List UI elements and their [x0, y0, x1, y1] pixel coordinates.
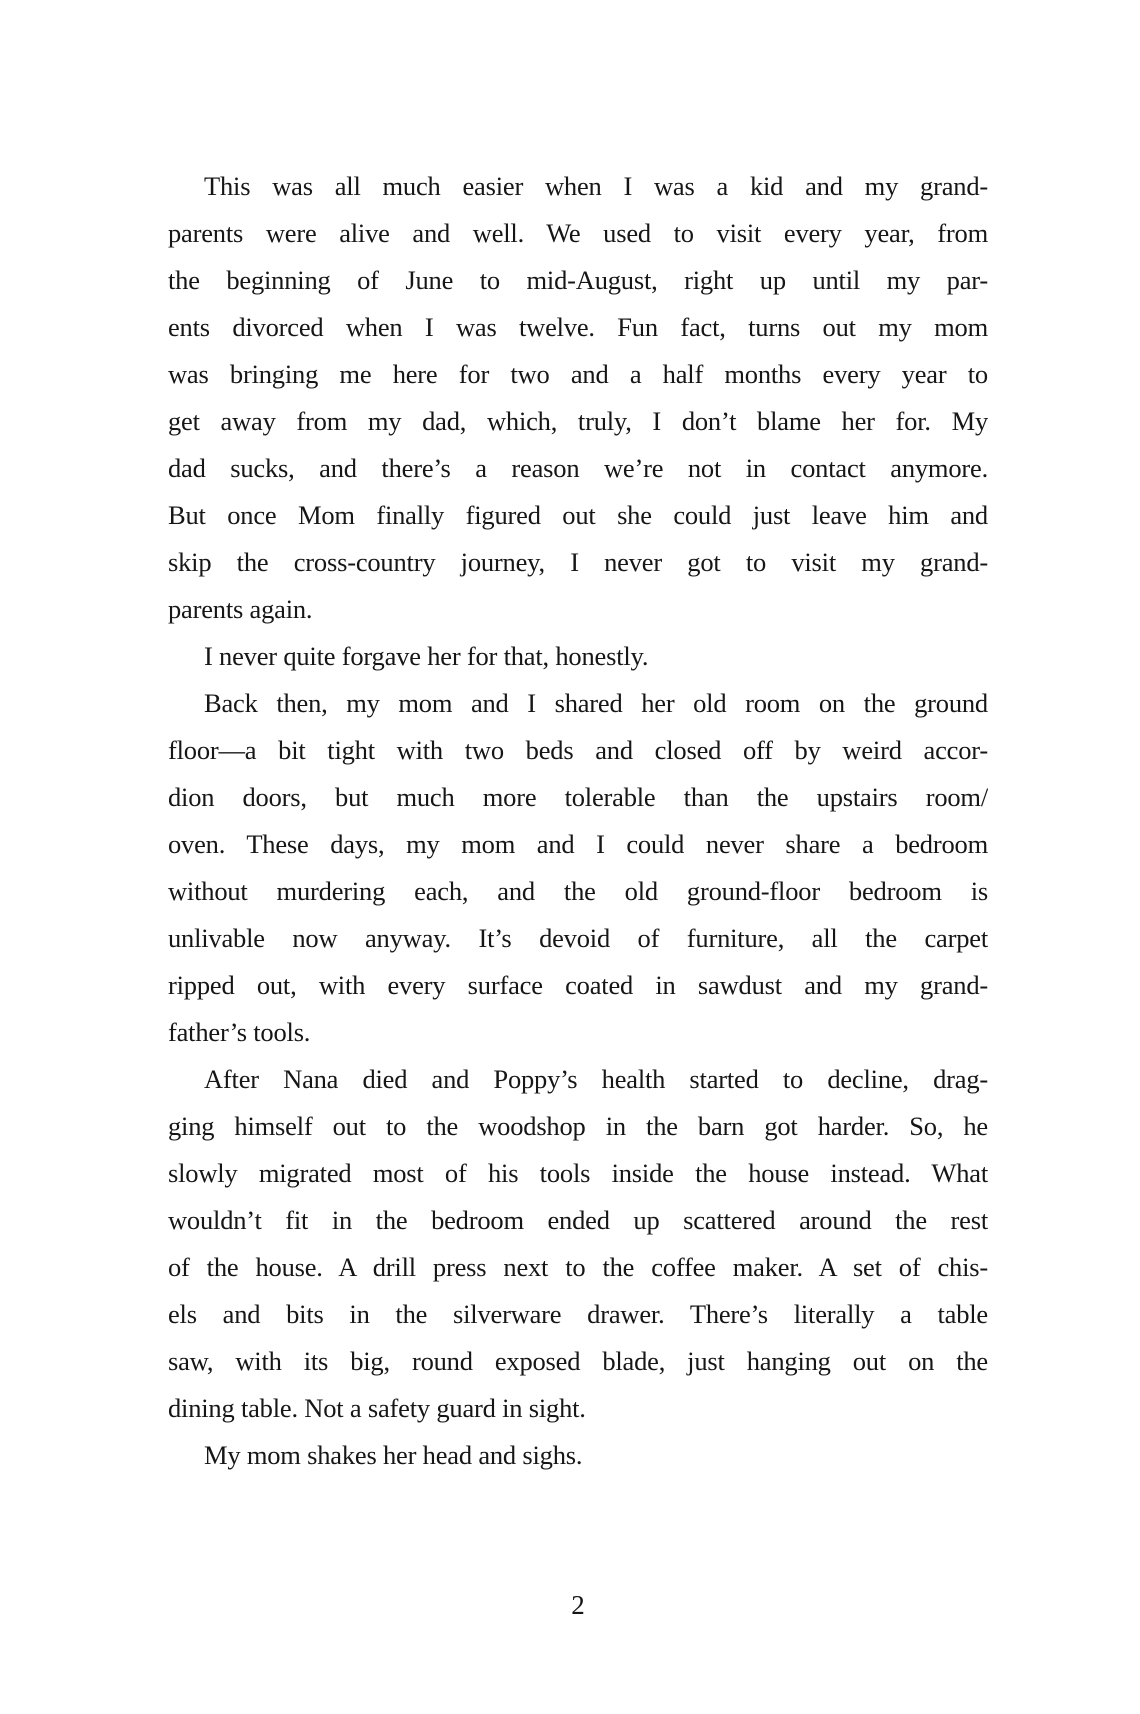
- text-line: els and bits in the silverware drawer. There’s literally a table: [168, 1299, 988, 1329]
- text-line: floor—a bit tight with two beds and closed off by weird accor-: [168, 735, 988, 765]
- text-line: I never quite forgave her for that, honestly.: [204, 641, 649, 671]
- text-line: dion doors, but much more tolerable than the upstairs room/: [168, 782, 988, 812]
- text-line: dad sucks, and there’s a reason we’re not in contact anymore.: [168, 453, 988, 483]
- text-line: saw, with its big, round exposed blade, just hanging out on the: [168, 1346, 988, 1376]
- text-line: was bringing me here for two and a half months every year to: [168, 359, 988, 389]
- text-line: ging himself out to the woodshop in the barn got harder. So, he: [168, 1111, 988, 1141]
- text-line: My mom shakes her head and sighs.: [204, 1440, 583, 1470]
- text-line: dining table. Not a safety guard in sight.: [168, 1393, 586, 1423]
- page-text-block: [168, 163, 988, 1479]
- text-line: After Nana died and Poppy’s health started to decline, drag-: [204, 1064, 988, 1094]
- text-line: skip the cross-country journey, I never got to visit my grand-: [168, 547, 988, 577]
- text-line: But once Mom finally figured out she could just leave him and: [168, 500, 988, 530]
- text-line: of the house. A drill press next to the coffee maker. A set of chis-: [168, 1252, 988, 1282]
- page-number: 2: [571, 1590, 585, 1620]
- text-line: This was all much easier when I was a kid and my grand-: [204, 171, 988, 201]
- text-line: the beginning of June to mid-August, right up until my par-: [168, 265, 988, 295]
- text-line: parents again.: [168, 594, 313, 624]
- text-line: parents were alive and well. We used to visit every year, from: [168, 218, 988, 248]
- text-line: oven. These days, my mom and I could never share a bedroom: [168, 829, 988, 859]
- text-line: unlivable now anyway. It’s devoid of furniture, all the carpet: [168, 923, 988, 953]
- text-line: ripped out, with every surface coated in sawdust and my grand-: [168, 970, 988, 1000]
- text-line: get away from my dad, which, truly, I don’t blame her for. My: [168, 406, 988, 436]
- text-line: wouldn’t fit in the bedroom ended up scattered around the rest: [168, 1205, 988, 1235]
- text-line: without murdering each, and the old ground-floor bedroom is: [168, 876, 988, 906]
- text-line: father’s tools.: [168, 1017, 311, 1047]
- text-line: slowly migrated most of his tools inside the house instead. What: [168, 1158, 988, 1188]
- text-line: Back then, my mom and I shared her old room on the ground: [204, 688, 988, 718]
- text-line: ents divorced when I was twelve. Fun fact, turns out my mom: [168, 312, 988, 342]
